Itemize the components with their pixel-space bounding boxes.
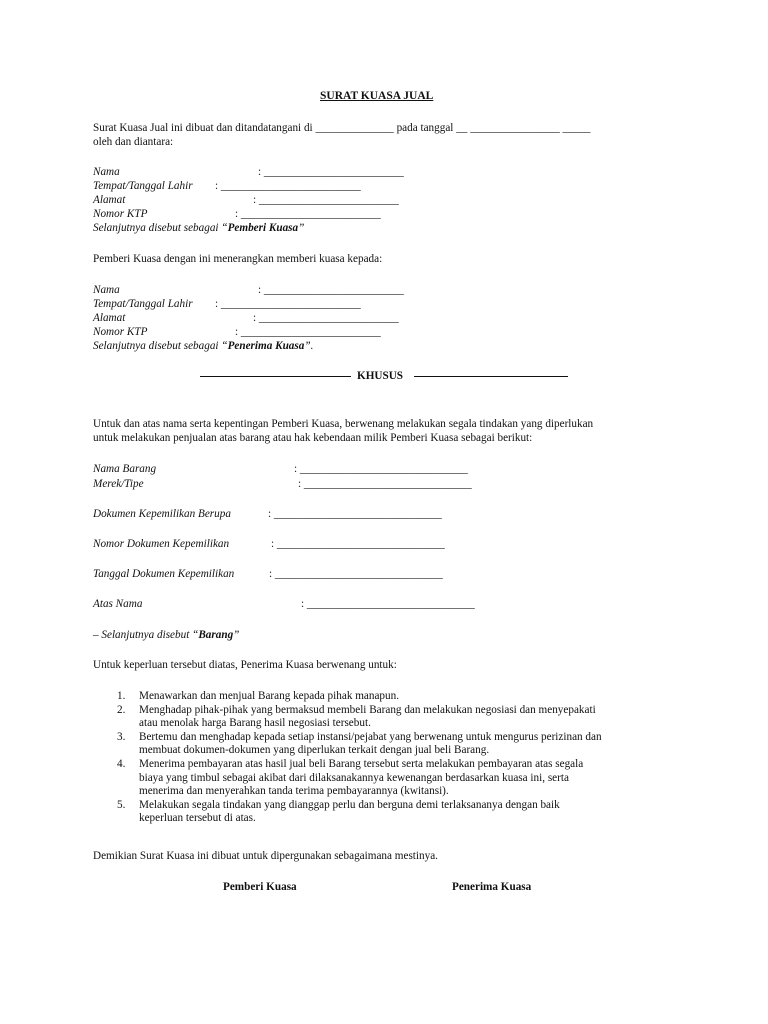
- atas-nama-field: : ______________________________: [301, 598, 475, 610]
- penerima-alamat-field: : _________________________: [253, 312, 399, 324]
- pemberi-nama-field: : _________________________: [258, 166, 404, 178]
- pemberi-nama-label: Nama: [93, 166, 120, 178]
- dokumen-label: Dokumen Kepemilikan Berupa: [93, 508, 231, 520]
- pemberi-ttl-field: : _________________________: [215, 180, 361, 192]
- barang-selanjutnya-suffix: ”: [233, 629, 240, 641]
- mid-statement: Pemberi Kuasa dengan ini menerangkan memberi kuasa kepada:: [93, 253, 383, 265]
- pemberi-alamat-field: : _________________________: [253, 194, 399, 206]
- intro-line-1: Surat Kuasa Jual ini dibuat dan ditandatangani di ______________ pada tanggal __ ________________ _____: [93, 122, 591, 134]
- list-item-line: Bertemu dan menghadap kepada setiap instansi/pejabat yang berwenang untuk mengurus perizinan dan: [139, 730, 602, 743]
- list-item-number: 5.: [117, 798, 126, 811]
- list-item-number: 1.: [117, 690, 126, 702]
- list-item-line: atau menolak harga Barang hasil negosiasi tersebut.: [139, 717, 371, 730]
- penerima-ttl-field: : _________________________: [215, 298, 361, 310]
- nama-barang-label: Nama Barang: [93, 463, 157, 475]
- penerima-role-label: Penerima Kuasa: [227, 340, 305, 352]
- list-item-number: 3.: [117, 730, 126, 743]
- list-item-line: Menerima pembayaran atas hasil jual beli Barang tersebut serta melakukan pembayaran atas segala: [139, 757, 584, 770]
- merek-field: : ______________________________: [298, 478, 472, 490]
- pemberi-alamat-label: Alamat: [93, 194, 126, 206]
- purpose-line-1: Untuk dan atas nama serta kepentingan Pemberi Kuasa, berwenang melakukan segala tindakan yang diperlukan: [93, 418, 594, 430]
- pemberi-selanjutnya-prefix: Selanjutnya disebut sebagai “: [93, 222, 228, 234]
- penerima-ktp-label: Nomor KTP: [93, 326, 148, 338]
- list-item-line: keperluan tersebut di atas.: [139, 812, 256, 825]
- list-item: [93, 758, 693, 799]
- nomor-dokumen-label: Nomor Dokumen Kepemilikan: [93, 538, 230, 550]
- barang-selanjutnya: [93, 628, 239, 642]
- document-title: SURAT KUASA JUAL: [320, 90, 434, 102]
- barang-selanjutnya-prefix: – Selanjutnya disebut “: [93, 629, 199, 641]
- list-item: [93, 799, 693, 826]
- penerima-alamat-label: Alamat: [93, 312, 126, 324]
- list-item-number: 4.: [117, 757, 126, 770]
- pemberi-ktp-field: : _________________________: [235, 208, 381, 220]
- pemberi-ttl-label: Tempat/Tanggal Lahir: [93, 180, 193, 192]
- list-item: [93, 690, 693, 704]
- authority-list: [93, 690, 693, 826]
- purpose-line-2: untuk melakukan penjualan atas barang atau hak kebendaan milik Pemberi Kuasa sebagai berikut:: [93, 432, 533, 444]
- tanggal-dokumen-label: Tanggal Dokumen Kepemilikan: [93, 568, 235, 580]
- nama-barang-field: : ______________________________: [294, 463, 468, 475]
- list-item: [93, 731, 693, 758]
- list-item-number: 2.: [117, 703, 126, 716]
- closing-statement: Demikian Surat Kuasa ini dibuat untuk dipergunakan sebagaimana mestinya.: [93, 850, 438, 862]
- list-item: [93, 704, 693, 731]
- signature-right-label: Penerima Kuasa: [452, 881, 532, 893]
- list-item-line: Menghadap pihak-pihak yang bermaksud membeli Barang dan melakukan negosiasi dan menyepakati: [139, 703, 596, 716]
- signature-left-label: Pemberi Kuasa: [223, 881, 297, 893]
- section-rule-left: [200, 376, 351, 377]
- intro-line-2: oleh dan diantara:: [93, 136, 174, 148]
- dokumen-field: : ______________________________: [268, 508, 442, 520]
- penerima-selanjutnya-prefix: Selanjutnya disebut sebagai “: [93, 340, 228, 352]
- penerima-ktp-field: : _________________________: [235, 326, 381, 338]
- list-item-line: menerima dan menyerahkan tanda terima pembayarannya (kwitansi).: [139, 785, 449, 798]
- merek-label: Merek/Tipe: [93, 478, 144, 490]
- penerima-selanjutnya: [93, 339, 313, 353]
- authority-intro: Untuk keperluan tersebut diatas, Penerima Kuasa berwenang untuk:: [93, 659, 397, 671]
- pemberi-selanjutnya: [93, 221, 304, 235]
- penerima-ttl-label: Tempat/Tanggal Lahir: [93, 298, 193, 310]
- list-item-line: biaya yang timbul sebagai akibat dari dilaksanakannya kewenangan berdasarkan kuasa ini, serta: [139, 771, 569, 784]
- pemberi-selanjutnya-suffix: ”: [298, 222, 305, 234]
- penerima-nama-field: : _________________________: [258, 284, 404, 296]
- penerima-selanjutnya-suffix: ”.: [304, 340, 314, 352]
- tanggal-dokumen-field: : ______________________________: [269, 568, 443, 580]
- section-rule-right: [414, 376, 568, 377]
- list-item-line: Melakukan segala tindakan yang dianggap perlu dan berguna demi terlaksananya dengan baik: [139, 798, 560, 811]
- barang-role-label: Barang: [198, 629, 234, 641]
- penerima-nama-label: Nama: [93, 284, 120, 296]
- list-item-line: membuat dokumen-dokumen yang diperlukan terkait dengan jual beli Barang.: [139, 744, 490, 757]
- list-item-line: Menawarkan dan menjual Barang kepada pihak manapun.: [139, 690, 400, 702]
- section-heading: KHUSUS: [357, 370, 404, 382]
- atas-nama-label: Atas Nama: [93, 598, 143, 610]
- pemberi-ktp-label: Nomor KTP: [93, 208, 148, 220]
- nomor-dokumen-field: : ______________________________: [271, 538, 445, 550]
- pemberi-role-label: Pemberi Kuasa: [227, 222, 299, 234]
